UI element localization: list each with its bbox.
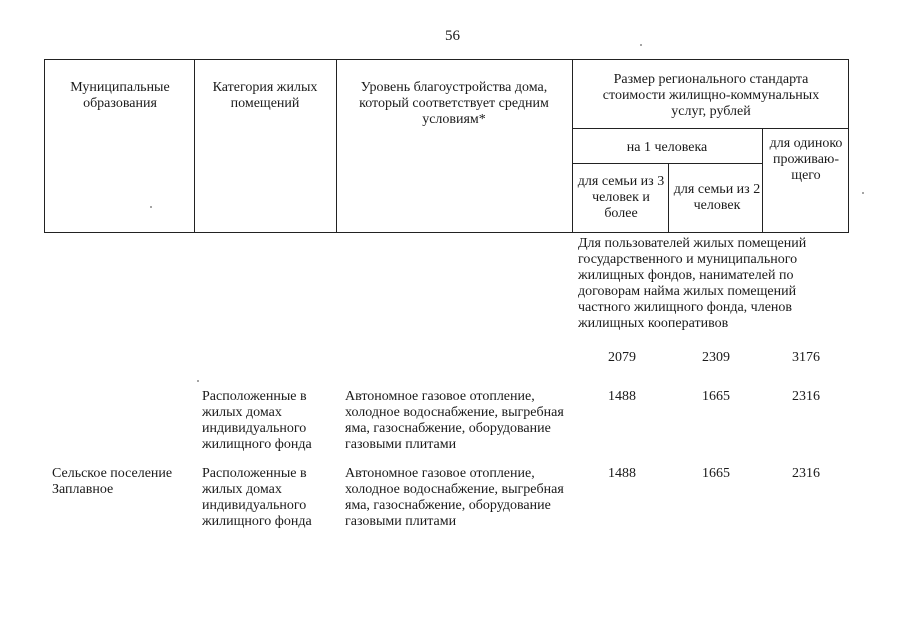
section-value-family2: 2309 [702,350,730,365]
header-perperson-underline [572,163,762,164]
row-category: Расположенные в жилых домах индивидуального жилищного фонда [202,389,312,452]
header-family3: для семьи из 3 человек и более [577,174,665,221]
header-municipal: Муниципальные образования [70,80,170,111]
row-level: Автономное газовое отопление, холодное водоснабжение, выгребная яма, газоснабжение, оборудование газовыми плитами [345,466,564,529]
section-value-family3: 2079 [608,350,636,365]
page-number: 56 [445,28,460,44]
header-divider-2 [336,59,337,233]
header-category: Категория жилых помещений [212,80,318,111]
header-size-underline [572,128,848,129]
header-divider-3 [572,59,573,233]
header-single: для одиноко проживаю-щего [769,136,843,183]
row-municipal: Сельское поселение Заплавное [52,466,173,497]
header-level: Уровень благоустройства дома, который соответствует средним условиям* [359,80,549,127]
row-value-family2: 1665 [702,389,730,404]
row-value-single: 2316 [792,389,820,404]
scan-speck [197,380,199,382]
header-per-person: на 1 человека [626,140,708,155]
row-category: Расположенные в жилых домах индивидуального жилищного фонда [202,466,312,529]
row-value-family3: 1488 [608,389,636,404]
row-level: Автономное газовое отопление, холодное водоснабжение, выгребная яма, газоснабжение, оборудование газовыми плитами [345,389,564,452]
section-value-single: 3176 [792,350,820,365]
row-value-family2: 1665 [702,466,730,481]
scan-speck [150,206,152,208]
row-value-family3: 1488 [608,466,636,481]
header-size: Размер регионального стандарта стоимости жилищно-коммунальных услуг, рублей [602,72,820,119]
header-right-border [848,59,849,233]
header-family2: для семьи из 2 человек [673,182,761,213]
header-divider-4 [762,128,763,233]
header-bottom-border [44,232,848,233]
header-divider-1 [194,59,195,233]
scan-speck [862,192,864,194]
scan-speck [640,44,642,46]
header-left-border [44,59,45,233]
row-value-single: 2316 [792,466,820,481]
header-top-border [44,59,848,60]
section-caption: Для пользователей жилых помещений государственного и муниципального жилищных фондов, нанимателей по договорам найма жилых помещений частного жилищного фонда, членов жилищных кооперативов [578,236,807,331]
header-divider-5 [668,163,669,233]
